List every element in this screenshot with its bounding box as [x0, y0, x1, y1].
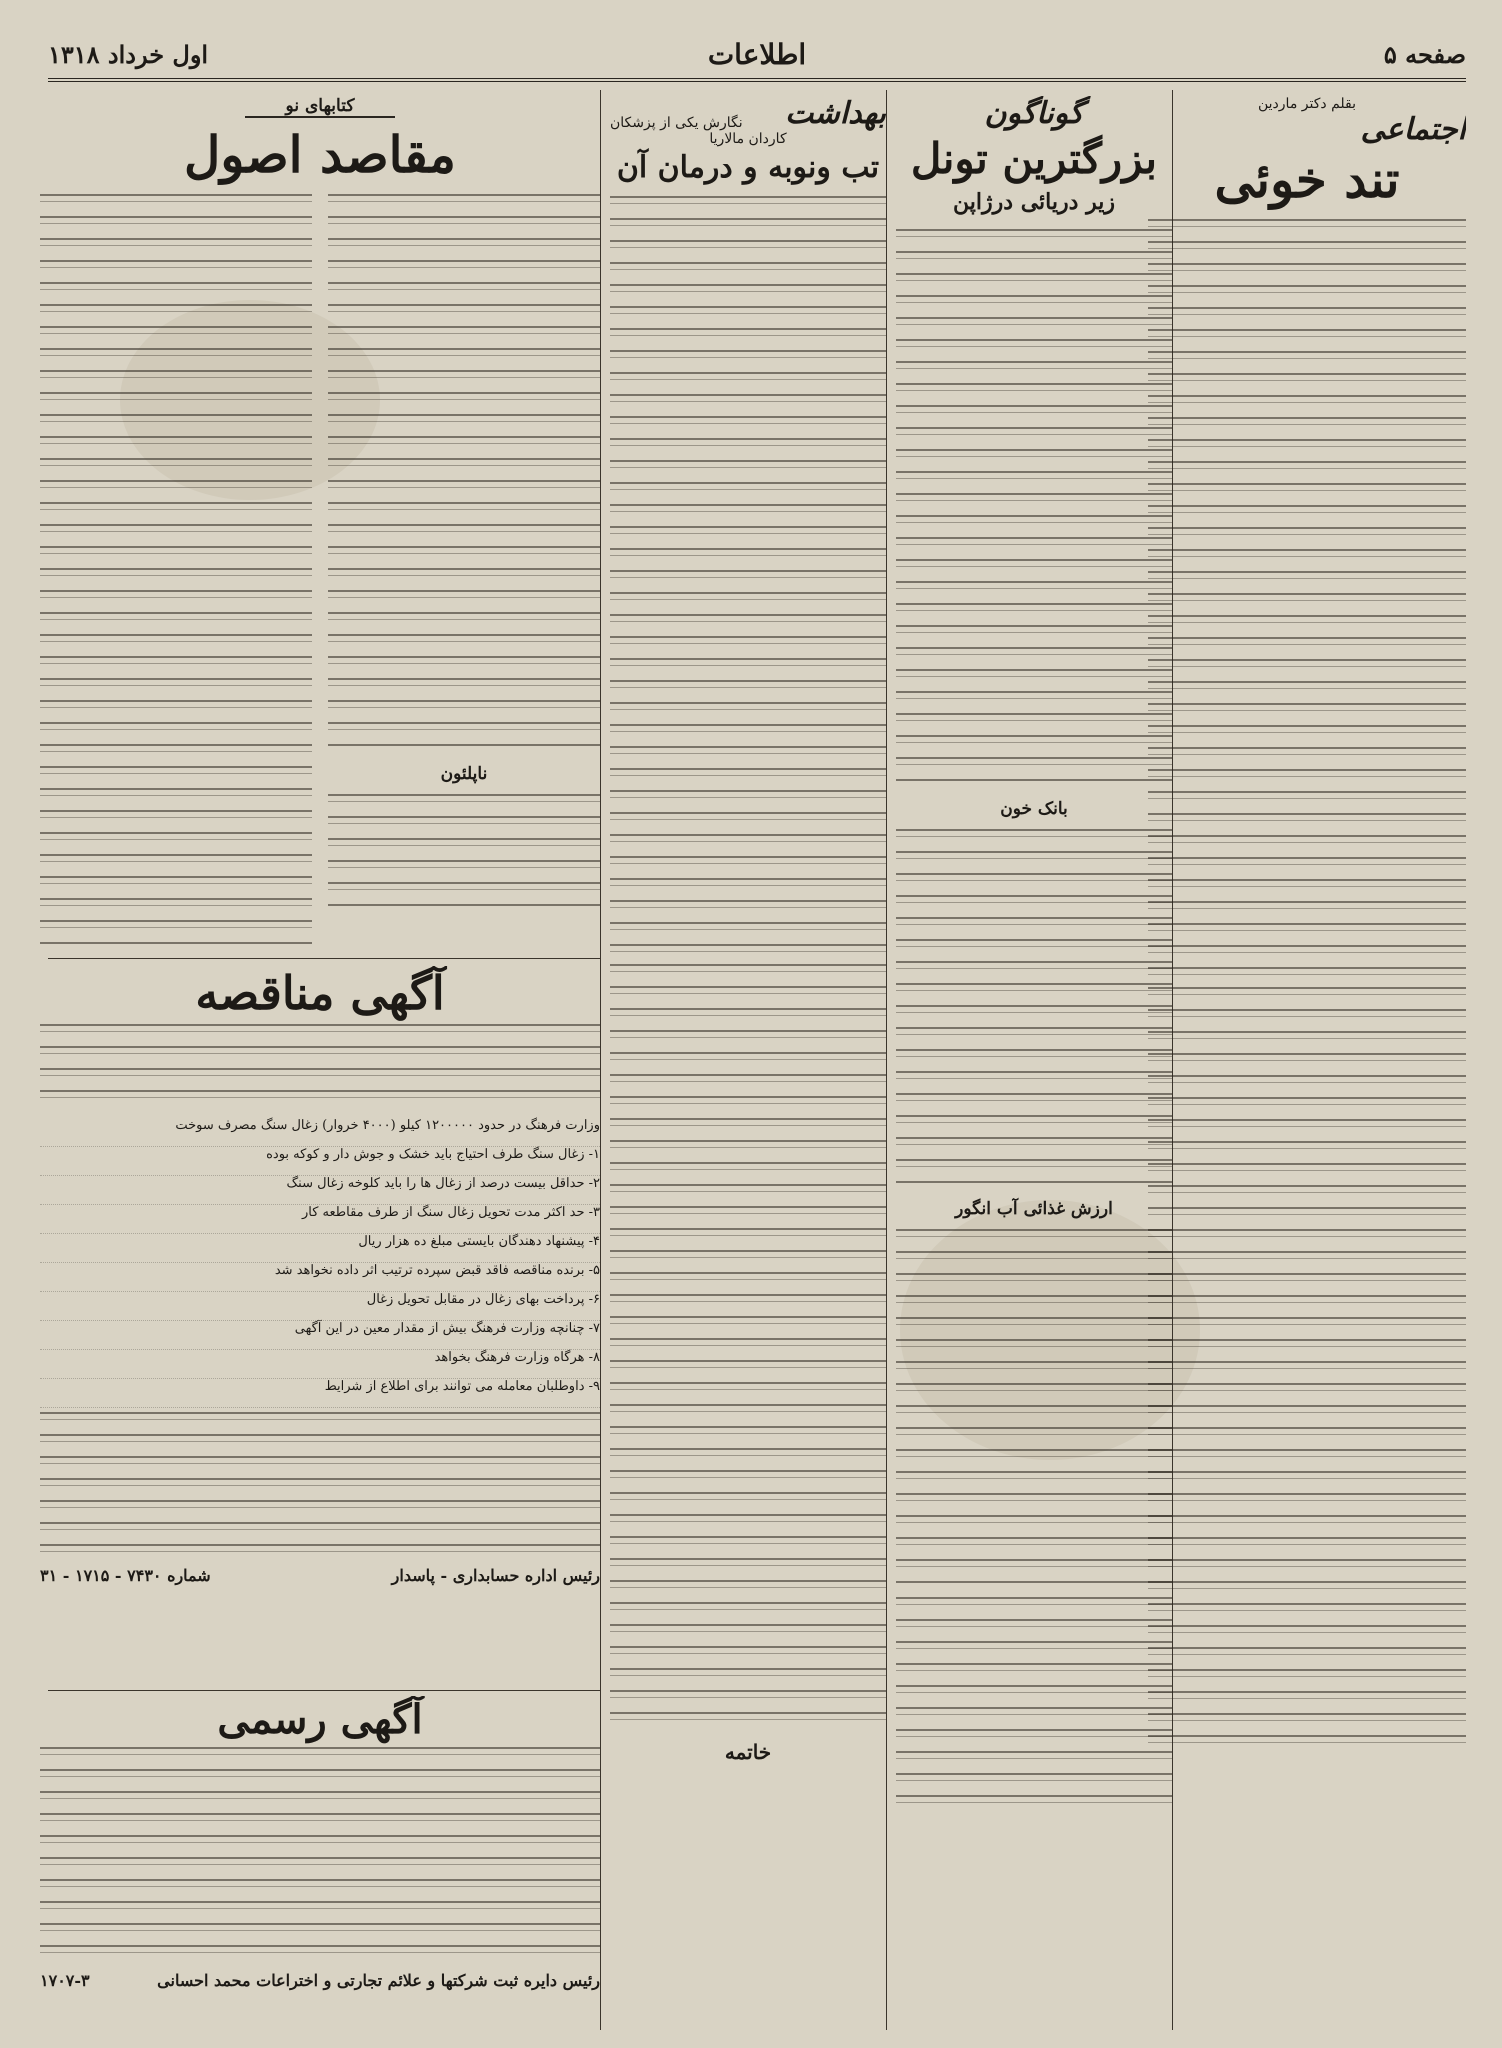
- notice-tender: [40, 966, 600, 1686]
- page-number: صفحه ۵: [1383, 40, 1466, 69]
- notice-signature: [40, 1971, 600, 1990]
- notice-signature: [40, 1566, 600, 1585]
- notice-clause: ۲- حداقل بیست درصد از زغال ها را باید کلوخه زغال سنگ: [40, 1176, 600, 1205]
- notice-clause: ۷- چنانچه وزارت فرهنگ بیش از مقدار معین در این آگهی: [40, 1321, 600, 1350]
- article-headline: تند خوئی: [1214, 150, 1400, 209]
- byline: بقلم دکتر ماردین: [1258, 96, 1356, 112]
- notice-body: [40, 1743, 600, 1963]
- column-social: [1148, 96, 1466, 2036]
- article-subhead: ارزش غذائی آب انگور: [955, 1199, 1113, 1220]
- article-end: خاتمه: [724, 1739, 772, 1764]
- article-body: [610, 960, 886, 1720]
- article-body: [896, 225, 1172, 785]
- article-headline: مقاصد اصول: [184, 125, 456, 184]
- notice-clause: ۹- داوطلبان معامله می توانند برای اطلاع از شرایط: [40, 1379, 600, 1408]
- article-body: [40, 190, 312, 947]
- section-title: گوناگون: [984, 96, 1084, 131]
- column-misc: [896, 96, 1172, 2036]
- article-body: [610, 192, 886, 952]
- issue-date: اول خرداد ۱۳۱۸: [48, 40, 209, 69]
- article-body: [1148, 983, 1466, 1743]
- article-body: [328, 190, 600, 750]
- notice-clause: ۸- هرگاه وزارت فرهنگ بخواهد: [40, 1350, 600, 1379]
- signatory: رئیس اداره حسابداری - پاسدار: [391, 1566, 600, 1585]
- notice-title: آگهی مناقصه: [195, 966, 445, 1020]
- section-title: بهداشت: [785, 96, 886, 131]
- article-body: [896, 825, 1172, 1185]
- newspaper-title: اطلاعات: [707, 38, 807, 71]
- article-body: [328, 790, 600, 910]
- notice-intro: [40, 1020, 600, 1110]
- notice-title: آگهی رسمی: [217, 1696, 423, 1743]
- article-body: [1148, 215, 1466, 975]
- notice-clause: ۶- پرداخت بهای زغال در مقابل تحویل زغال: [40, 1292, 600, 1321]
- section-title: اجتماعی: [1360, 112, 1466, 147]
- article-subhead: زیر دریائی درژاپن: [953, 189, 1115, 216]
- byline: نگارش یکی از پزشکان: [610, 115, 743, 131]
- article-body: [896, 1225, 1172, 1585]
- article-headline: بزرگترین تونل: [910, 134, 1158, 183]
- article-subhead: ناپلئون: [440, 763, 488, 784]
- article-body: [896, 1593, 1172, 1813]
- notice-clause: وزارت فرهنگ در حدود ۱۲۰۰۰۰۰ کیلو (۴۰۰۰ خروار) زغال سنگ مصرف سوخت: [40, 1118, 600, 1147]
- column-books: [40, 96, 600, 946]
- notice-number: شماره ۷۴۳۰ - ۱۷۱۵ - ۳۱: [40, 1566, 211, 1585]
- notice-clause: ۴- پیشنهاد دهندگان بایستی مبلغ ده هزار ریال: [40, 1234, 600, 1263]
- column-health: [610, 96, 886, 2036]
- notice-clause: ۱- زغال سنگ طرف احتیاج باید خشک و جوش دار و کوکه بوده: [40, 1147, 600, 1176]
- notice-official: [40, 1696, 600, 2036]
- notice-number: ۱۷۰۷-۳: [40, 1971, 90, 1990]
- subline: کاردان مالاریا: [709, 131, 787, 147]
- article-headline: تب ونوبه و درمان آن: [616, 150, 880, 185]
- signatory: رئیس دایره ثبت شرکتها و علائم تجارتی و اختراعات محمد احسانی: [157, 1971, 600, 1990]
- section-tag: کتابهای نو: [245, 96, 395, 118]
- notice-body: [40, 1408, 600, 1558]
- masthead: [48, 40, 1466, 82]
- notice-clause: ۳- حد اکثر مدت تحویل زغال سنگ از طرف مقاطعه کار: [40, 1205, 600, 1234]
- article-subhead: بانک خون: [1000, 799, 1068, 820]
- notice-clause: ۵- برنده مناقصه فاقد قبض سپرده ترتیب اثر داده نخواهد شد: [40, 1263, 600, 1292]
